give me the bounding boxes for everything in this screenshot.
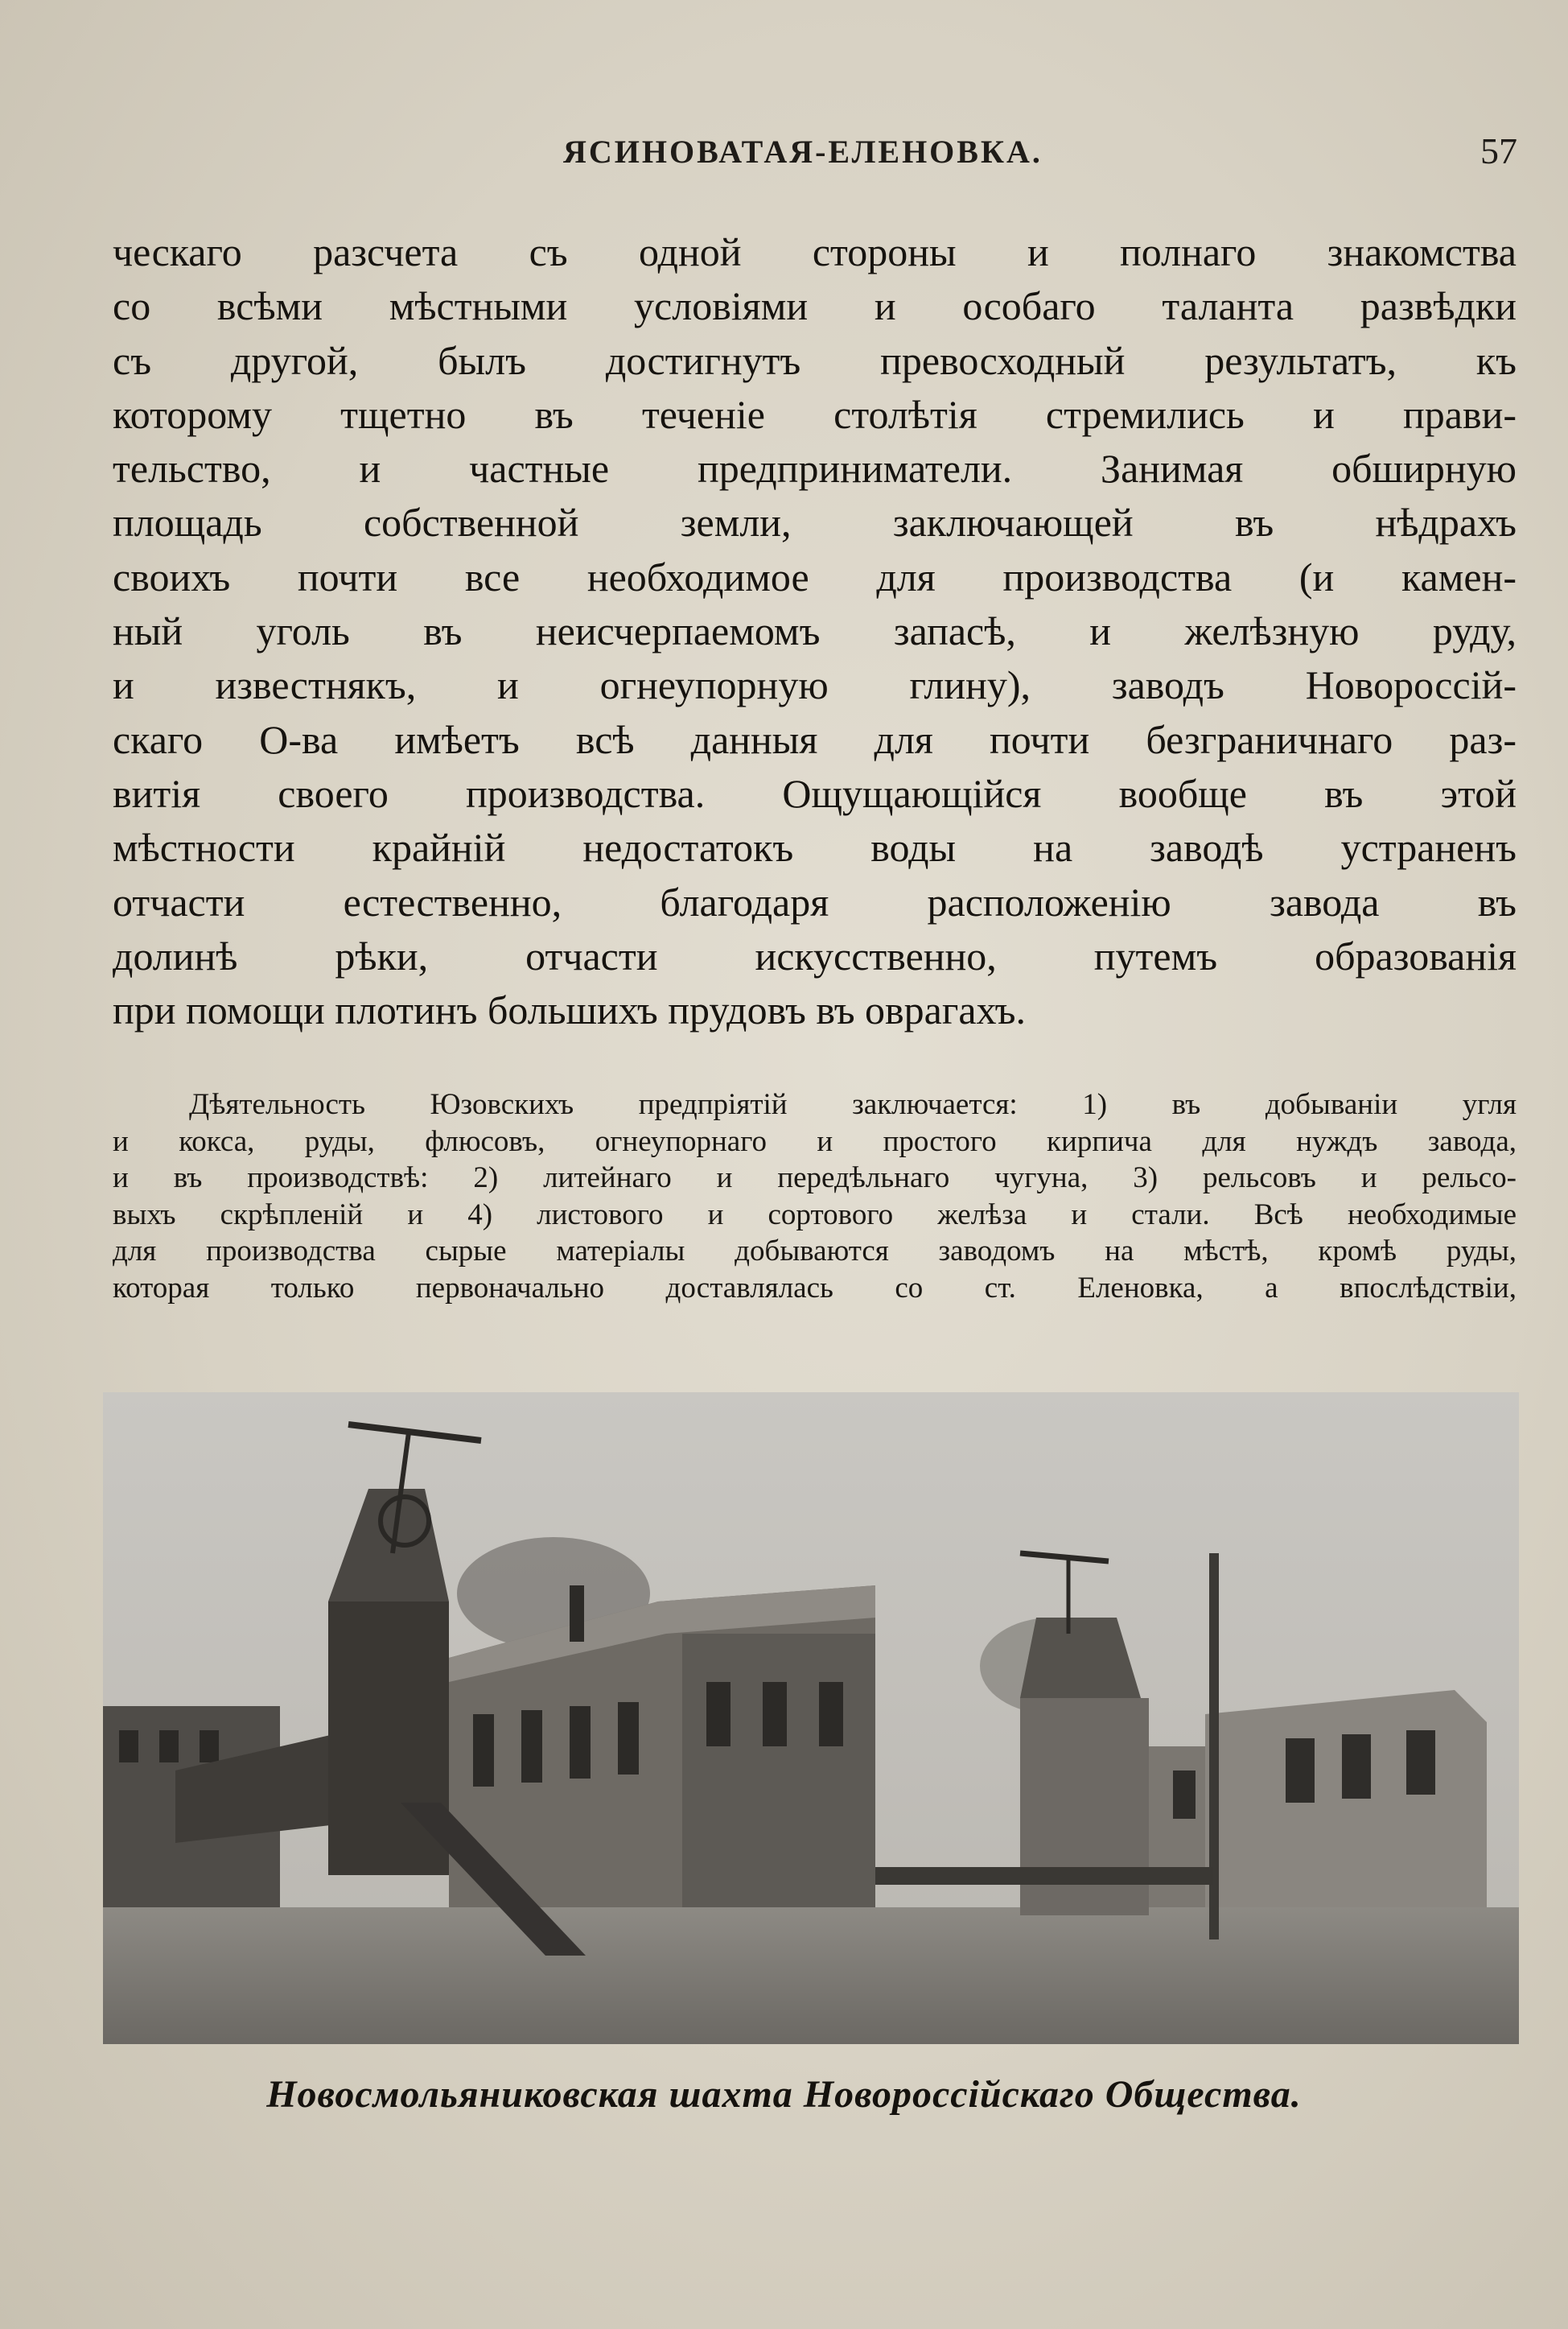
text-line: для производства сырые матеріалы добываются заводомъ на мѣстѣ, кромѣ руды, bbox=[113, 1235, 1517, 1268]
page-number: 57 bbox=[1480, 130, 1517, 171]
text-line: при помощи плотинъ большихъ прудовъ въ оврагахъ. bbox=[113, 987, 1027, 1033]
photo-caption: Новосмольяниковская шахта Новороссійскаго Общества. bbox=[266, 2073, 1302, 2116]
main-paragraph bbox=[113, 225, 1517, 1037]
text-line: площадь собственной земли, заключающей въ нѣдрахъ bbox=[113, 500, 1517, 546]
small-print-paragraph bbox=[113, 1086, 1517, 1306]
text-line: и въ производствѣ: 2) литейнаго и передѣльнаго чугуна, 3) рельсовъ и рельсо- bbox=[113, 1161, 1517, 1194]
text-line: съ другой, былъ достигнутъ превосходный результатъ, къ bbox=[113, 337, 1517, 383]
mine-photo-illustration bbox=[103, 1392, 1519, 2044]
running-head bbox=[0, 130, 1568, 181]
text-line: которому тщетно въ теченіе столѣтія стремились и прави- bbox=[113, 391, 1517, 437]
text-line: мѣстности крайній недостатокъ воды на заводѣ устраненъ bbox=[113, 825, 1517, 871]
text-line: со всѣми мѣстными условіями и особаго таланта развѣдки bbox=[113, 283, 1517, 329]
text-line: долинѣ рѣки, отчасти искусственно, путемъ образованія bbox=[113, 933, 1517, 979]
text-line: выхъ скрѣпленій и 4) листового и сортового желѣза и стали. Всѣ необходимые bbox=[113, 1197, 1517, 1231]
text-line: и кокса, руды, флюсовъ, огнеупорнаго и простого кирпича для нуждъ завода, bbox=[113, 1124, 1517, 1158]
text-line: которая только первоначально доставлялась со ст. Еленовка, а впослѣдствіи, bbox=[113, 1271, 1517, 1305]
text-line: ный уголь въ неисчерпаемомъ запасѣ, и желѣзную руду, bbox=[113, 608, 1517, 654]
text-line: скаго О-ва имѣетъ всѣ данныя для почти безграничнаго раз- bbox=[113, 716, 1517, 762]
text-line: и известнякъ, и огнеупорную глину), заводъ Новороссій- bbox=[113, 662, 1517, 708]
text-line: отчасти естественно, благодаря расположенію завода въ bbox=[113, 879, 1517, 925]
text-line: Дѣятельность Юзовскихъ предпріятій заключается: 1) въ добываніи угля bbox=[189, 1088, 1517, 1121]
mine-photograph bbox=[103, 1392, 1519, 2044]
running-title: ЯСИНОВАТАЯ-ЕЛЕНОВКА. bbox=[563, 134, 1043, 170]
text-line: тельство, и частные предприниматели. Занимая обширную bbox=[113, 446, 1517, 492]
text-line: витія своего производства. Ощущающійся вообще въ этой bbox=[113, 770, 1517, 816]
text-line: своихъ почти все необходимое для производства (и камен- bbox=[113, 554, 1517, 600]
text-line: ческаго разсчета съ одной стороны и полнаго знакомства bbox=[113, 229, 1517, 274]
